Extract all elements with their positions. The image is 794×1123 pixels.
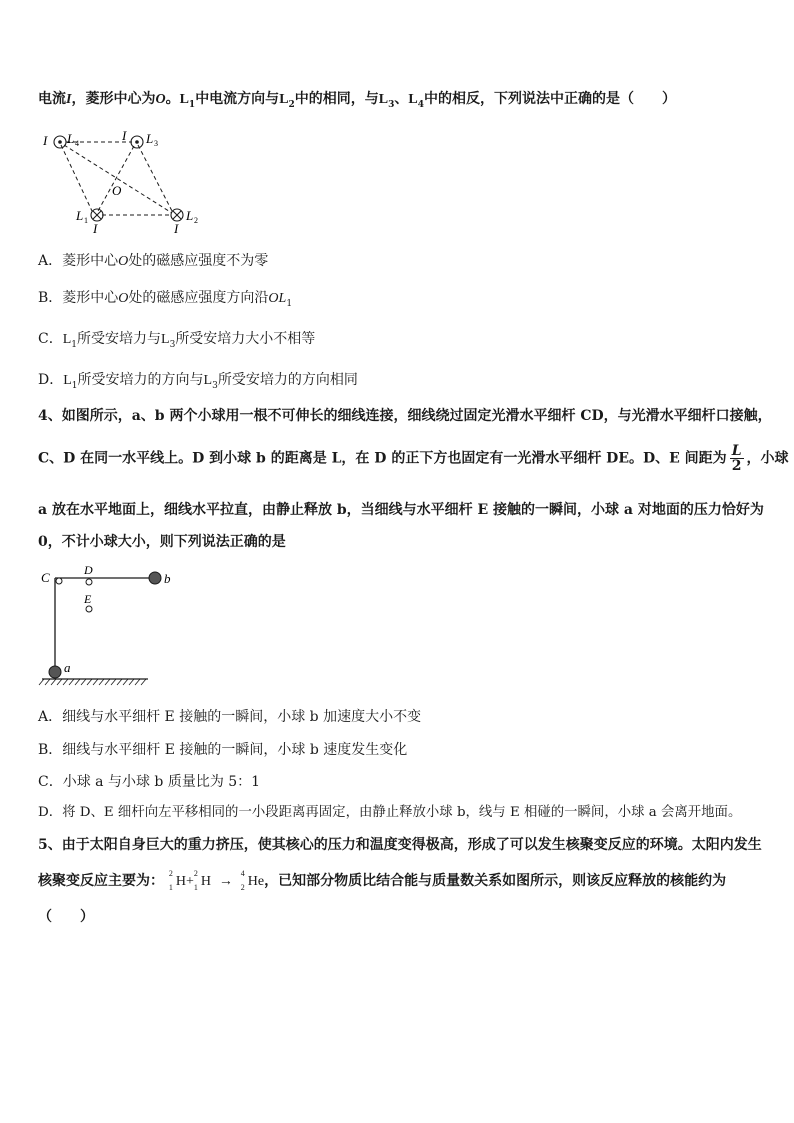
q4-stem-line-1: 4、如图所示，a、b 两个小球用一根不可伸长的细线连接，细线绕过固定光滑水平细杆 CD，与光滑水平细杆口接触， xyxy=(38,408,772,424)
peg-C xyxy=(56,578,62,584)
svg-text:I: I xyxy=(93,221,98,235)
svg-text:L: L xyxy=(76,208,84,223)
svg-text:E: E xyxy=(84,592,92,606)
svg-text:L: L xyxy=(67,131,75,146)
svg-text:3: 3 xyxy=(154,139,158,148)
svg-text:D: D xyxy=(84,563,93,577)
wire-L2-cross xyxy=(171,209,183,221)
svg-text:4: 4 xyxy=(75,139,79,148)
reaction-arrow: → xyxy=(218,874,233,889)
q3-option-b: B．菱形中心O处的磁感应强度方向沿$OL_1$ xyxy=(38,290,293,309)
svg-text:1: 1 xyxy=(84,216,88,225)
nuclide-h2-b: 2 1 H xyxy=(193,869,212,892)
svg-text:b: b xyxy=(164,571,171,586)
svg-text:O: O xyxy=(112,183,122,198)
svg-text:2: 2 xyxy=(194,216,198,225)
svg-text:L: L xyxy=(146,131,154,146)
q5-stem-line-3: （ ） xyxy=(38,909,94,925)
rhombus-wires-figure xyxy=(38,125,218,235)
q4-stem-line-3: a 放在水平地面上，细线水平拉直，由静止释放 b，当细线与水平细杆 E 接触的一瞬间，小球 a 对地面的压力恰好为 xyxy=(38,502,764,518)
q3-intro: 电流I，菱形中心为O。$L_1$中电流方向与$L_2$中的相同，与$L_3$、$L_4$中的相反，下列说法中正确的是（ ） xyxy=(38,91,677,110)
q4-option-a: A．细线与水平细杆 E 接触的一瞬间，小球 b 加速度大小不变 xyxy=(38,709,422,725)
svg-text:I: I xyxy=(122,128,127,143)
pulley-ball-figure xyxy=(38,560,188,690)
ball-b xyxy=(149,572,161,584)
q4-stem-line-2: C、D 在同一水平线上。D 到小球 b 的距离是 L，在 D 的正下方也固定有一光滑水平细杆 DE。D、E 间距为 $\frac{L}{2}$ ，小球 xyxy=(38,443,789,474)
svg-text:C: C xyxy=(41,570,50,585)
q5-stem-line-1: 5、由于太阳自身巨大的重力挤压，使其核心的压力和温度变得极高，形成了可以发生核聚变反应的环境。太阳内发生 xyxy=(38,837,762,853)
wire-L1-cross xyxy=(91,209,103,221)
q4-option-b: B．细线与水平细杆 E 接触的一瞬间，小球 b 速度发生变化 xyxy=(38,742,408,758)
nuclide-h2-a: 2 1 H xyxy=(168,869,186,892)
q3-option-d: D．$L_1$所受安培力的方向与$L_3$所受安培力的方向相同 xyxy=(38,372,358,391)
svg-text:a: a xyxy=(64,660,71,675)
fraction-l-over-2: $\frac{L}{2}$ xyxy=(731,443,742,474)
svg-text:I: I xyxy=(43,133,48,148)
q4-option-c: C．小球 a 与小球 b 质量比为 5：1 xyxy=(38,774,261,790)
q5-stem-line-2: 核聚变反应主要为： 2 1 H+ 2 1 H → 4 2 He，已知部分物质比结合能与质量数关系如图所示，则该反应释放的核能约为 xyxy=(38,869,727,892)
ball-a xyxy=(49,666,61,678)
svg-text:L: L xyxy=(186,208,194,223)
svg-text:I: I xyxy=(174,221,179,235)
q3-option-c: C．$L_1$所受安培力与$L_3$所受安培力大小不相等 xyxy=(38,331,316,350)
peg-E xyxy=(86,606,92,612)
q4-option-d: D．将 D、E 细杆向左平移相同的一小段距离再固定，由静止释放小球 b，线与 E 相碰的一瞬间，小球 a 会离开地面。 xyxy=(38,805,742,820)
peg-D xyxy=(86,579,92,585)
q3-option-a: A．菱形中心O处的磁感应强度不为零 xyxy=(38,253,269,269)
nuclide-he4: 4 2 He xyxy=(240,869,265,892)
q4-stem-line-4: 0，不计小球大小，则下列说法正确的是 xyxy=(38,534,286,550)
